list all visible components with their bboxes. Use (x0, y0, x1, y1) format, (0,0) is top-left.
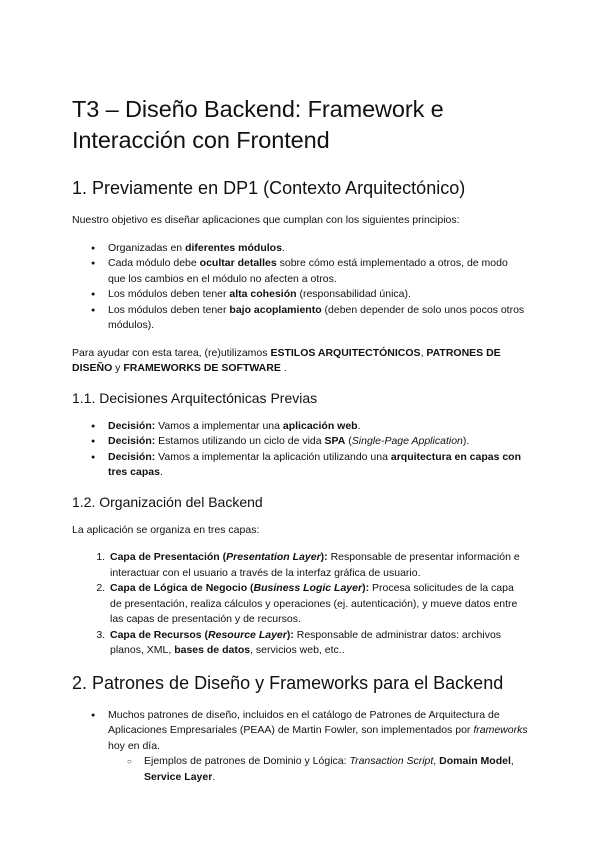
document-title (72, 94, 528, 156)
list-item: 2. Capa de Lógica de Negocio (Business Logic Layer): Procesa solicitudes de la capa de presentación, realiza cálculos y operaciones (ej. autenticación), y mueve datos entre las capas de presentación y de recursos. (108, 581, 528, 628)
section-1-2-intro: La aplicación se organiza en tres capas: (72, 523, 260, 536)
list-item: ● Decisión: Vamos a implementar una aplicación web. (108, 419, 528, 435)
list-item: ● Los módulos deben tener alta cohesión (responsabilidad única). (108, 287, 528, 303)
list-item: 3. Capa de Recursos (Resource Layer): Responsable de administrar datos: archivos planos, XML, bases de datos, servicios web, etc.. (108, 628, 528, 659)
section-1-paragraph: Para ayudar con esta tarea, (re)utilizamos ESTILOS ARQUITECTÓNICOS, PATRONES DE DISEÑO y FRAMEWORKS DE SOFTWARE . (72, 346, 501, 374)
title-line-2: Interacción con Frontend (72, 127, 330, 153)
section-1-1-heading: 1.1. Decisiones Arquitectónicas Previas (72, 389, 318, 406)
list-item: ● Decisión: Estamos utilizando un ciclo de vida SPA (Single-Page Application). (108, 434, 528, 450)
list-item: ● Cada módulo debe ocultar detalles sobre cómo está implementado a otros, de modo que los cambios en el módulo no afecten a otros. (108, 256, 528, 287)
principles-list (72, 241, 528, 334)
layers-list (72, 550, 528, 659)
list-item: ○ Ejemplos de patrones de Dominio y Lógica: Transaction Script, Domain Model, Service Layer. (144, 754, 528, 785)
section-1-heading: 1. Previamente en DP1 (Contexto Arquitectónico) (72, 178, 466, 198)
patterns-list (72, 708, 528, 786)
decisions-list (72, 419, 528, 481)
patterns-sublist (108, 754, 528, 785)
list-item: ● Muchos patrones de diseño, incluidos en el catálogo de Patrones de Arquitectura de Aplicaciones Empresariales (PEAA) de Martin Fowler, son implementados por frameworks hoy en día. ○ Ejemplos de patrones de Dominio y Lógica: Transaction Script, Domain Model, Service Layer. (108, 708, 528, 786)
section-2-heading: 2. Patrones de Diseño y Frameworks para el Backend (72, 672, 504, 693)
title-line-1: T3 – Diseño Backend: Framework e (72, 96, 444, 122)
list-item: ● Los módulos deben tener bajo acoplamiento (deben depender de solo unos pocos otros módulos). (108, 303, 528, 334)
section-1-intro: Nuestro objetivo es diseñar aplicaciones que cumplan con los siguientes principios: (72, 214, 460, 226)
list-item: 1. Capa de Presentación (Presentation Layer): Responsable de presentar información e interactuar con el usuario a través de la interfaz gráfica de usuario. (108, 550, 528, 581)
list-item: ● Organizadas en diferentes módulos. (108, 241, 528, 257)
list-item: ● Decisión: Vamos a implementar la aplicación utilizando una arquitectura en capas con tres capas. (108, 450, 528, 481)
section-1-2-heading: 1.2. Organización del Backend (72, 493, 263, 510)
